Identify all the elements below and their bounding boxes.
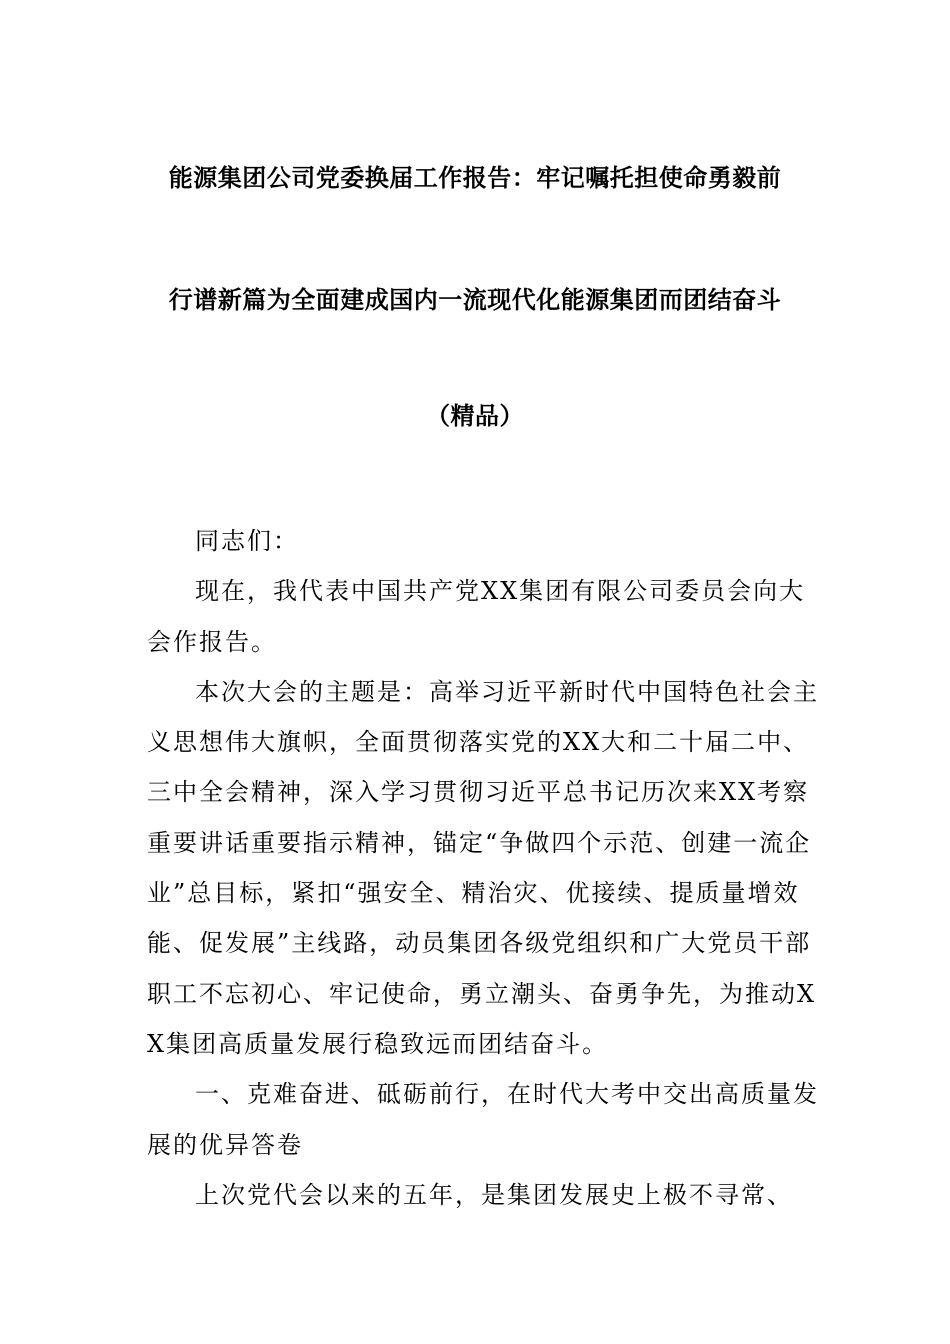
intro-paragraph: 现在，我代表中国共产党XX集团有限公司委员会向大会作报告。 [147,577,806,656]
document-title-tag: （精品） [426,402,524,430]
section-heading-paragraph: 一、克难奋进、砥砺前行，在时代大考中交出高质量发展的优异答卷 [147,1080,819,1159]
document-title-line-2: 行谱新篇为全面建成国内一流现代化能源集团而团结奋斗 [168,286,782,314]
document-title-line-1: 能源集团公司党委换届工作报告：牢记嘱托担使命勇毅前 [168,164,782,192]
theme-paragraph: 本次大会的主题是：高举习近平新时代中国特色社会主义思想伟大旗帜，全面贯彻落实党的XX大和二十届二中、三中全会精神，深入学习贯彻习近平总书记历次来XX考察重要讲话重要指示精神，锚定“争做四个示范、创建一流企业”总目标，紧扣“强安全、精治灾、优接续、提质量增效能、促发展”主线路，动员集团各级党组织和广大党员干部职工不忘初心、牢记使命，勇立潮头、奋勇争先，为推动XX集团高质量发展行稳致远而团结奋斗。 [147,677,819,1058]
document-body [147,516,827,1220]
body-paragraph: 上次党代会以来的五年，是集团发展史上极不寻常、 [195,1180,793,1209]
salutation-paragraph: 同志们： [195,527,299,555]
